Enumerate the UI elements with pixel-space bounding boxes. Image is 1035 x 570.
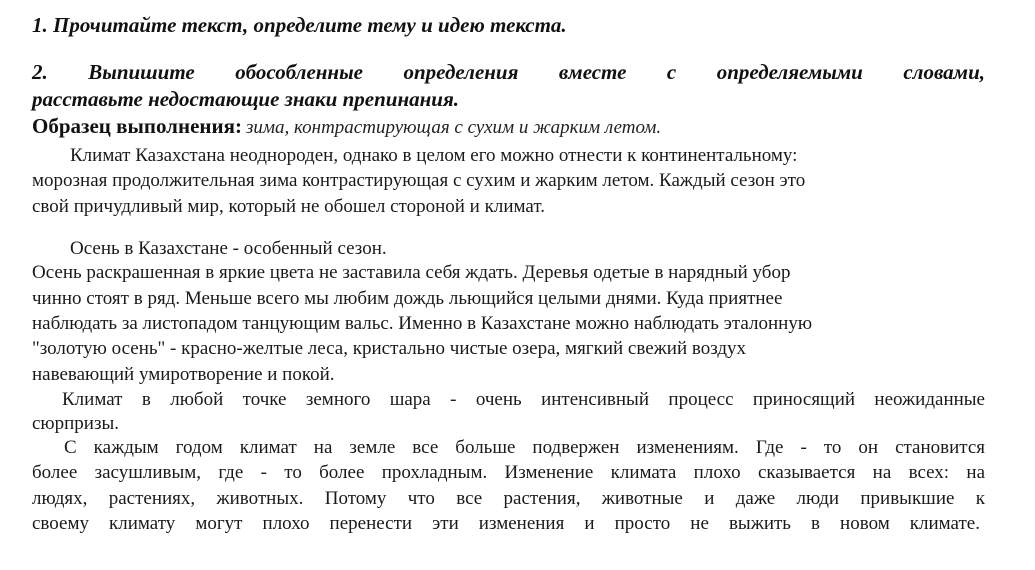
text-line-13: более засушливым, где - то более прохладным. Изменение климата плохо сказывается на всех: на (32, 462, 985, 483)
text-line-4: Осень в Казахстане - особенный сезон. (70, 238, 387, 259)
text-line-10: Климат в любой точке земного шара - очень интенсивный процесс приносящий неожиданные (62, 389, 985, 410)
text-line-12: С каждым годом климат на земле все больше подвержен изменениям. Где - то он становится (64, 437, 985, 458)
text-line-14: людях, растениях, животных. Потому что все растения, животные и даже люди привыкшие к (32, 488, 985, 509)
text-line-7: наблюдать за листопадом танцующим вальс. Именно в Казахстане можно наблюдать эталонную (32, 313, 813, 334)
text-line-8: "золотую осень" - красно-желтые леса, кристально чистые озера, мягкий свежий воздух (32, 338, 747, 359)
text-line-1: Климат Казахстана неоднороден, однако в целом его можно отнести к континентальному: (70, 145, 798, 166)
text-line-9: навевающий умиротворение и покой. (32, 364, 335, 385)
text-line-11: сюрпризы. (32, 413, 119, 434)
text-line-6: чинно стоят в ряд. Меньше всего мы любим дождь льющийся целыми днями. Куда приятнее (32, 288, 783, 309)
task-2-line-1: 2. Выпишите обособленные определения вместе с определяемыми словами, (32, 60, 985, 84)
task-1: 1. Прочитайте текст, определите тему и идею текста. (32, 13, 567, 37)
text-line-3: свой причудливый мир, который не обошел стороной и климат. (32, 196, 545, 217)
sample-text: зима, контрастирующая с сухим и жарким летом. (245, 117, 662, 138)
task-2-line-2: расставьте недостающие знаки препинания. (32, 87, 460, 111)
text-line-15: своему климату могут плохо перенести эти изменения и просто не выжить в новом климате. (32, 513, 980, 534)
text-line-2: морозная продолжительная зима контрастирующая с сухим и жарким летом. Каждый сезон это (32, 170, 806, 191)
text-line-5: Осень раскрашенная в яркие цвета не заставила себя ждать. Деревья одетые в нарядный убор (32, 262, 791, 283)
sample-label: Образец выполнения: (32, 114, 242, 138)
sample-line (32, 116, 661, 137)
